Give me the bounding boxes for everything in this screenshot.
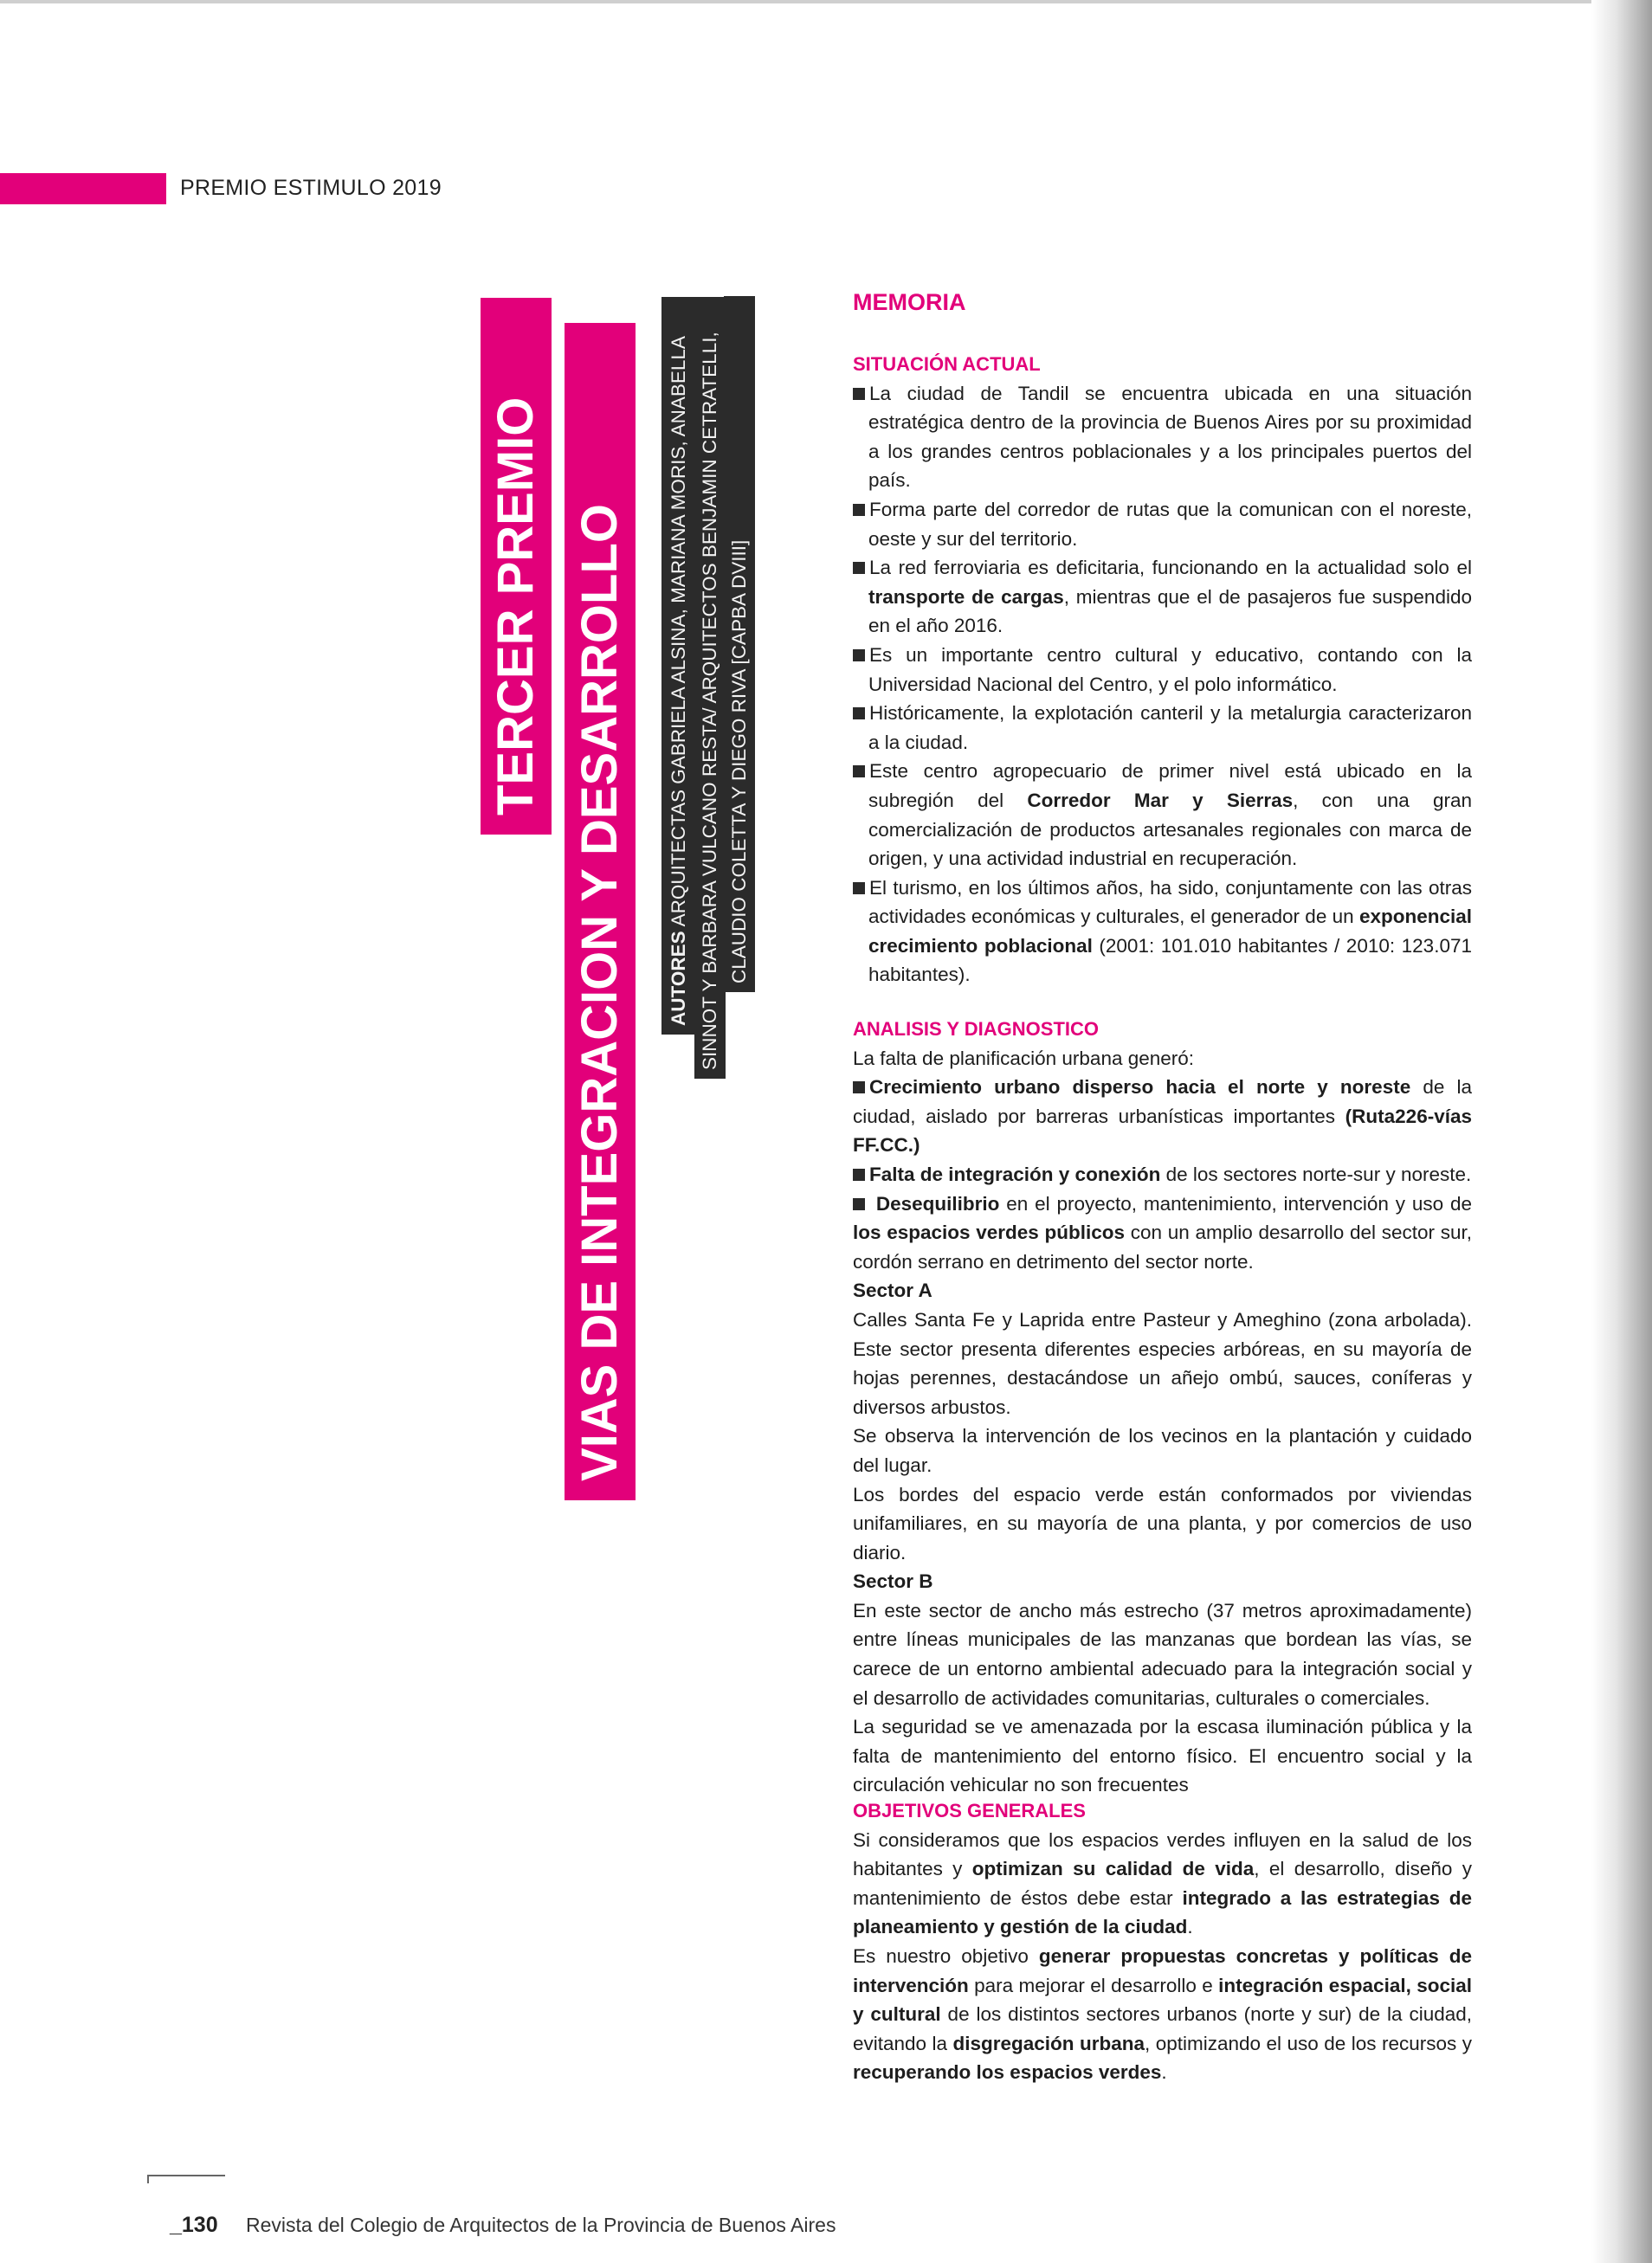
sector-b-title: Sector B xyxy=(853,1570,933,1593)
sector-a-paragraph: Se observa la intervención de los vecinos en la plantación y cuidado del lugar. xyxy=(853,1425,1472,1476)
objetivos-paragraph: Es nuestro objetivo generar propuestas concretas y políticas de intervención para mejorar el desarrollo e integración espacial, social y cultural de los distintos sectores urbanos (norte y sur) de la ciudad, evitando la disgregación urbana, optimizando el uso de los recursos y recuperando los espacios verdes. xyxy=(853,1944,1472,2084)
diagnostic-item: Crecimiento urbano disperso hacia el norte y noreste de la ciudad, aislado por barreras urbanísticas importantes (Ruta226-vías FF.CC.) xyxy=(853,1076,1472,1157)
objetivos-heading: OBJETIVOS GENERALES xyxy=(853,1800,1086,1821)
page-number: _130 xyxy=(170,2213,218,2237)
analisis-heading: ANALISIS Y DIAGNOSTICO xyxy=(853,1018,1100,1040)
situacion-actual-section xyxy=(853,350,1472,990)
square-bullet-icon xyxy=(853,1169,865,1181)
sector-b-paragraph: La seguridad se ve amenazada por la escasa iluminación pública y la falta de mantenimiento del entorno físico. El encuentro social y la circulación vehicular no son frecuentes xyxy=(853,1716,1472,1796)
bullet-item: La red ferroviaria es deficitaria, funcionando en la actualidad solo el transporte de cargas, mientras que el de pasajeros fue suspendido en el año 2016. xyxy=(853,553,1472,641)
objetivos-paragraph: Si consideramos que los espacios verdes influyen en la salud de los habitantes y optimizan su calidad de vida, el desarrollo, diseño y mantenimiento de éstos debe estar integrado a las estrategias de planeamiento y gestión de la ciudad. xyxy=(853,1828,1473,1938)
footer-rule-tick xyxy=(147,2175,149,2183)
page-top-edge xyxy=(0,0,1591,3)
square-bullet-icon xyxy=(853,707,865,719)
sector-a-paragraph: Los bordes del espacio verde están conformados por viviendas unifamiliares, en su mayoría de una planta, y por comercios de uso diario. xyxy=(853,1483,1472,1563)
square-bullet-icon xyxy=(853,1198,865,1210)
authors-names-1: ARQUITECTAS GABRIELA ALSINA, MARIANA MORIS, ANABELLA xyxy=(668,336,689,932)
bullet-item: La ciudad de Tandil se encuentra ubicada en una situación estratégica dentro de la provincia de Buenos Aires por su proximidad a los grandes centros poblacionales y a los principales puertos del país. xyxy=(853,379,1472,495)
authors-line-3: CLAUDIO COLETTA Y DIEGO RIVA [CAPBA DVIII] xyxy=(724,296,755,992)
authors-line-2: SINNOT Y BARBARA VULCANO RESTA/ ARQUITECTOS BENJAMIN CETRATELLI, xyxy=(694,297,726,1079)
authors-label: AUTORES xyxy=(668,931,689,1026)
square-bullet-icon xyxy=(853,765,865,777)
sector-a-title: Sector A xyxy=(853,1280,932,1302)
header-accent-bar xyxy=(0,173,166,204)
running-header: PREMIO ESTIMULO 2019 xyxy=(180,176,442,200)
award-title: TERCER PREMIO xyxy=(481,298,552,835)
square-bullet-icon xyxy=(853,388,865,400)
footer-rule xyxy=(147,2175,225,2176)
bullet-item: Forma parte del corredor de rutas que la comunican con el noreste, oeste y sur del territorio. xyxy=(853,495,1472,553)
publication-name: Revista del Colegio de Arquitectos de la Provincia de Buenos Aires xyxy=(246,2214,836,2236)
bullet-item: Históricamente, la explotación canteril y la metalurgia caracterizaron a la ciudad. xyxy=(853,699,1472,757)
square-bullet-icon xyxy=(853,504,865,516)
bullet-item: El turismo, en los últimos años, ha sido, conjuntamente con las otras actividades económicas y culturales, el generador de un exponencial crecimiento poblacional (2001: 101.010 habitantes / 2010: 123.071 habitantes). xyxy=(853,874,1472,990)
project-title: VIAS DE INTEGRACION Y DESARROLLO xyxy=(565,323,636,1500)
sector-a-paragraph: Calles Santa Fe y Laprida entre Pasteur y Ameghino (zona arbolada). Este sector presenta diferentes especies arbóreas, en su mayoría de hojas perennes, destacándose un añejo ombú, sauces, coníferas y diversos arbustos. xyxy=(853,1308,1472,1418)
diagnostic-item: Falta de integración y conexión de los sectores norte-sur y noreste. xyxy=(853,1160,1472,1190)
diagnostic-item: Desequilibrio en el proyecto, mantenimiento, intervención y uso de los espacios verdes públicos con un amplio desarrollo del sector sur, cordón serrano en detrimento del sector norte. xyxy=(853,1192,1472,1273)
square-bullet-icon xyxy=(853,1081,865,1093)
sector-b-paragraph: En este sector de ancho más estrecho (37 metros aproximadamente) entre líneas municipales de las manzanas que bordean las vías, se carece de un entorno ambiental adecuado para la integración social y el desarrollo de actividades comunitarias, culturales o comerciales. xyxy=(853,1599,1472,1709)
objetivos-section xyxy=(853,1796,1472,2087)
bullet-item: Es un importante centro cultural y educativo, contando con la Universidad Nacional del Centro, y el polo informático. xyxy=(853,641,1472,699)
analisis-section xyxy=(853,1015,1472,1800)
square-bullet-icon xyxy=(853,882,865,894)
situacion-heading: SITUACIÓN ACTUAL xyxy=(853,353,1041,375)
bullet-item: Este centro agropecuario de primer nivel está ubicado en la subregión del Corredor Mar y Sierras, con una gran comercialización de productos artesanales regionales con marca de origen, y una actividad industrial en recuperación. xyxy=(853,757,1472,873)
analisis-intro: La falta de planificación urbana generó: xyxy=(853,1047,1195,1069)
memoria-heading-block xyxy=(853,288,1472,318)
authors-line-1 xyxy=(661,297,696,1035)
memoria-heading: MEMORIA xyxy=(853,289,966,315)
page-gutter-shadow xyxy=(1591,0,1652,2263)
square-bullet-icon xyxy=(853,562,865,574)
square-bullet-icon xyxy=(853,649,865,661)
